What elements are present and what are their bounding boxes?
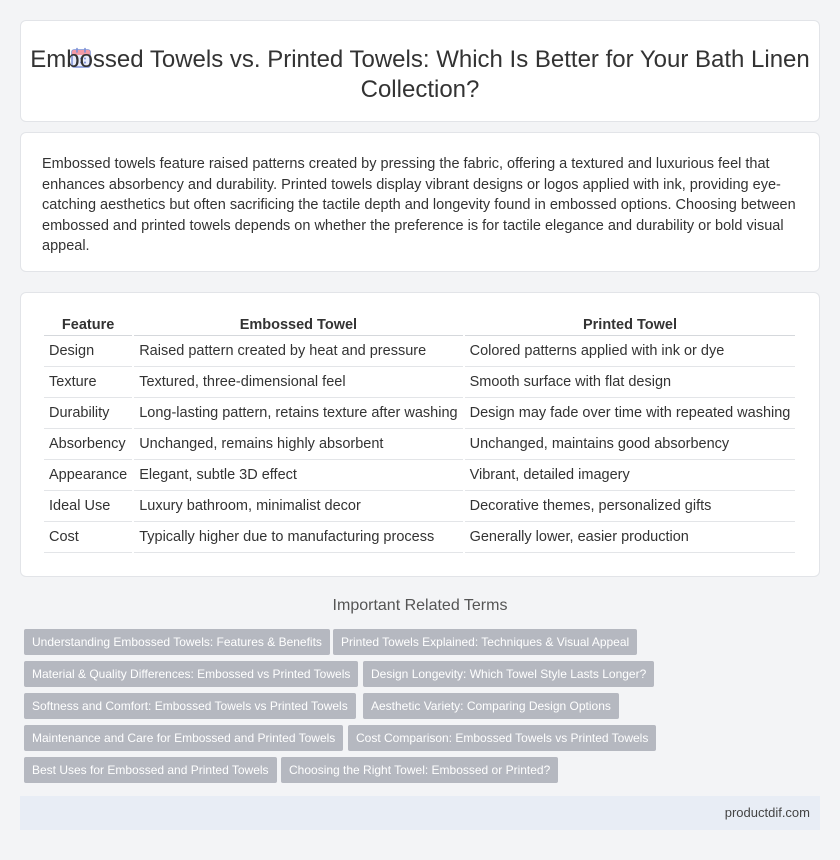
printed-cell: Colored patterns applied with ink or dye — [465, 336, 796, 367]
related-term-tag[interactable]: Best Uses for Embossed and Printed Towels — [24, 757, 277, 783]
feature-cell: Cost — [44, 522, 132, 553]
table-row — [44, 522, 795, 553]
related-term-tag[interactable]: Cost Comparison: Embossed Towels vs Printed Towels — [348, 725, 656, 751]
embossed-cell: Elegant, subtle 3D effect — [134, 460, 462, 491]
embossed-cell: Luxury bathroom, minimalist decor — [134, 491, 462, 522]
table-row — [44, 460, 795, 491]
table-header-row — [44, 314, 795, 336]
table-row — [44, 429, 795, 460]
column-header-printed: Printed Towel — [465, 314, 796, 336]
printed-cell: Decorative themes, personalized gifts — [465, 491, 796, 522]
table-row — [44, 398, 795, 429]
feature-cell: Absorbency — [44, 429, 132, 460]
header-card — [20, 20, 820, 122]
page-title: Embossed Towels vs. Printed Towels: Which Is Better for Your Bath Linen Collection? — [30, 46, 810, 103]
table-row — [44, 367, 795, 398]
related-term-tag[interactable]: Aesthetic Variety: Comparing Design Options — [363, 693, 619, 719]
column-header-feature: Feature — [44, 314, 132, 336]
related-term-tag[interactable]: Design Longevity: Which Towel Style Lasts Longer? — [363, 661, 654, 687]
printed-cell: Smooth surface with flat design — [465, 367, 796, 398]
printed-cell: Unchanged, maintains good absorbency — [465, 429, 796, 460]
embossed-cell: Unchanged, remains highly absorbent — [134, 429, 462, 460]
table-body — [44, 336, 795, 553]
comparison-card — [20, 292, 820, 577]
table-row — [44, 336, 795, 367]
embossed-cell: Textured, three-dimensional feel — [134, 367, 462, 398]
comparison-table — [42, 314, 797, 553]
embossed-cell: Long-lasting pattern, retains texture after washing — [134, 398, 462, 429]
feature-cell: Design — [44, 336, 132, 367]
printed-cell: Generally lower, easier production — [465, 522, 796, 553]
feature-cell: Durability — [44, 398, 132, 429]
feature-cell: Texture — [44, 367, 132, 398]
feature-cell: Ideal Use — [44, 491, 132, 522]
related-term-tag[interactable]: Choosing the Right Towel: Embossed or Printed? — [281, 757, 558, 783]
embossed-cell: Typically higher due to manufacturing process — [134, 522, 462, 553]
related-term-tag[interactable]: Printed Towels Explained: Techniques & Visual Appeal — [333, 629, 637, 655]
related-term-tag[interactable]: Softness and Comfort: Embossed Towels vs Printed Towels — [24, 693, 356, 719]
footer — [20, 796, 820, 830]
printed-cell: Vibrant, detailed imagery — [465, 460, 796, 491]
column-header-embossed: Embossed Towel — [134, 314, 462, 336]
related-term-tag[interactable]: Material & Quality Differences: Embossed vs Printed Towels — [24, 661, 358, 687]
related-terms-title: Important Related Terms — [332, 597, 508, 614]
footer-site-label[interactable]: productdif.com — [724, 805, 810, 820]
related-term-tag[interactable]: Understanding Embossed Towels: Features & Benefits — [24, 629, 330, 655]
printed-cell: Design may fade over time with repeated washing — [465, 398, 796, 429]
feature-cell: Appearance — [44, 460, 132, 491]
table-row — [44, 491, 795, 522]
related-term-tag[interactable]: Maintenance and Care for Embossed and Printed Towels — [24, 725, 343, 751]
intro-paragraph: Embossed towels feature raised patterns created by pressing the fabric, offering a textured and luxurious feel that enhances absorbency and durability. Printed towels display vibrant designs or logos applied with ink, providing eye-catching aesthetics but often sacrificing the tactile depth and longevity found in embossed options. Choosing between embossed and printed towels depends on whether the preference is for tactile elegance and durability or bold visual appeal. — [42, 156, 796, 254]
intro-card — [20, 132, 820, 272]
embossed-cell: Raised pattern created by heat and pressure — [134, 336, 462, 367]
